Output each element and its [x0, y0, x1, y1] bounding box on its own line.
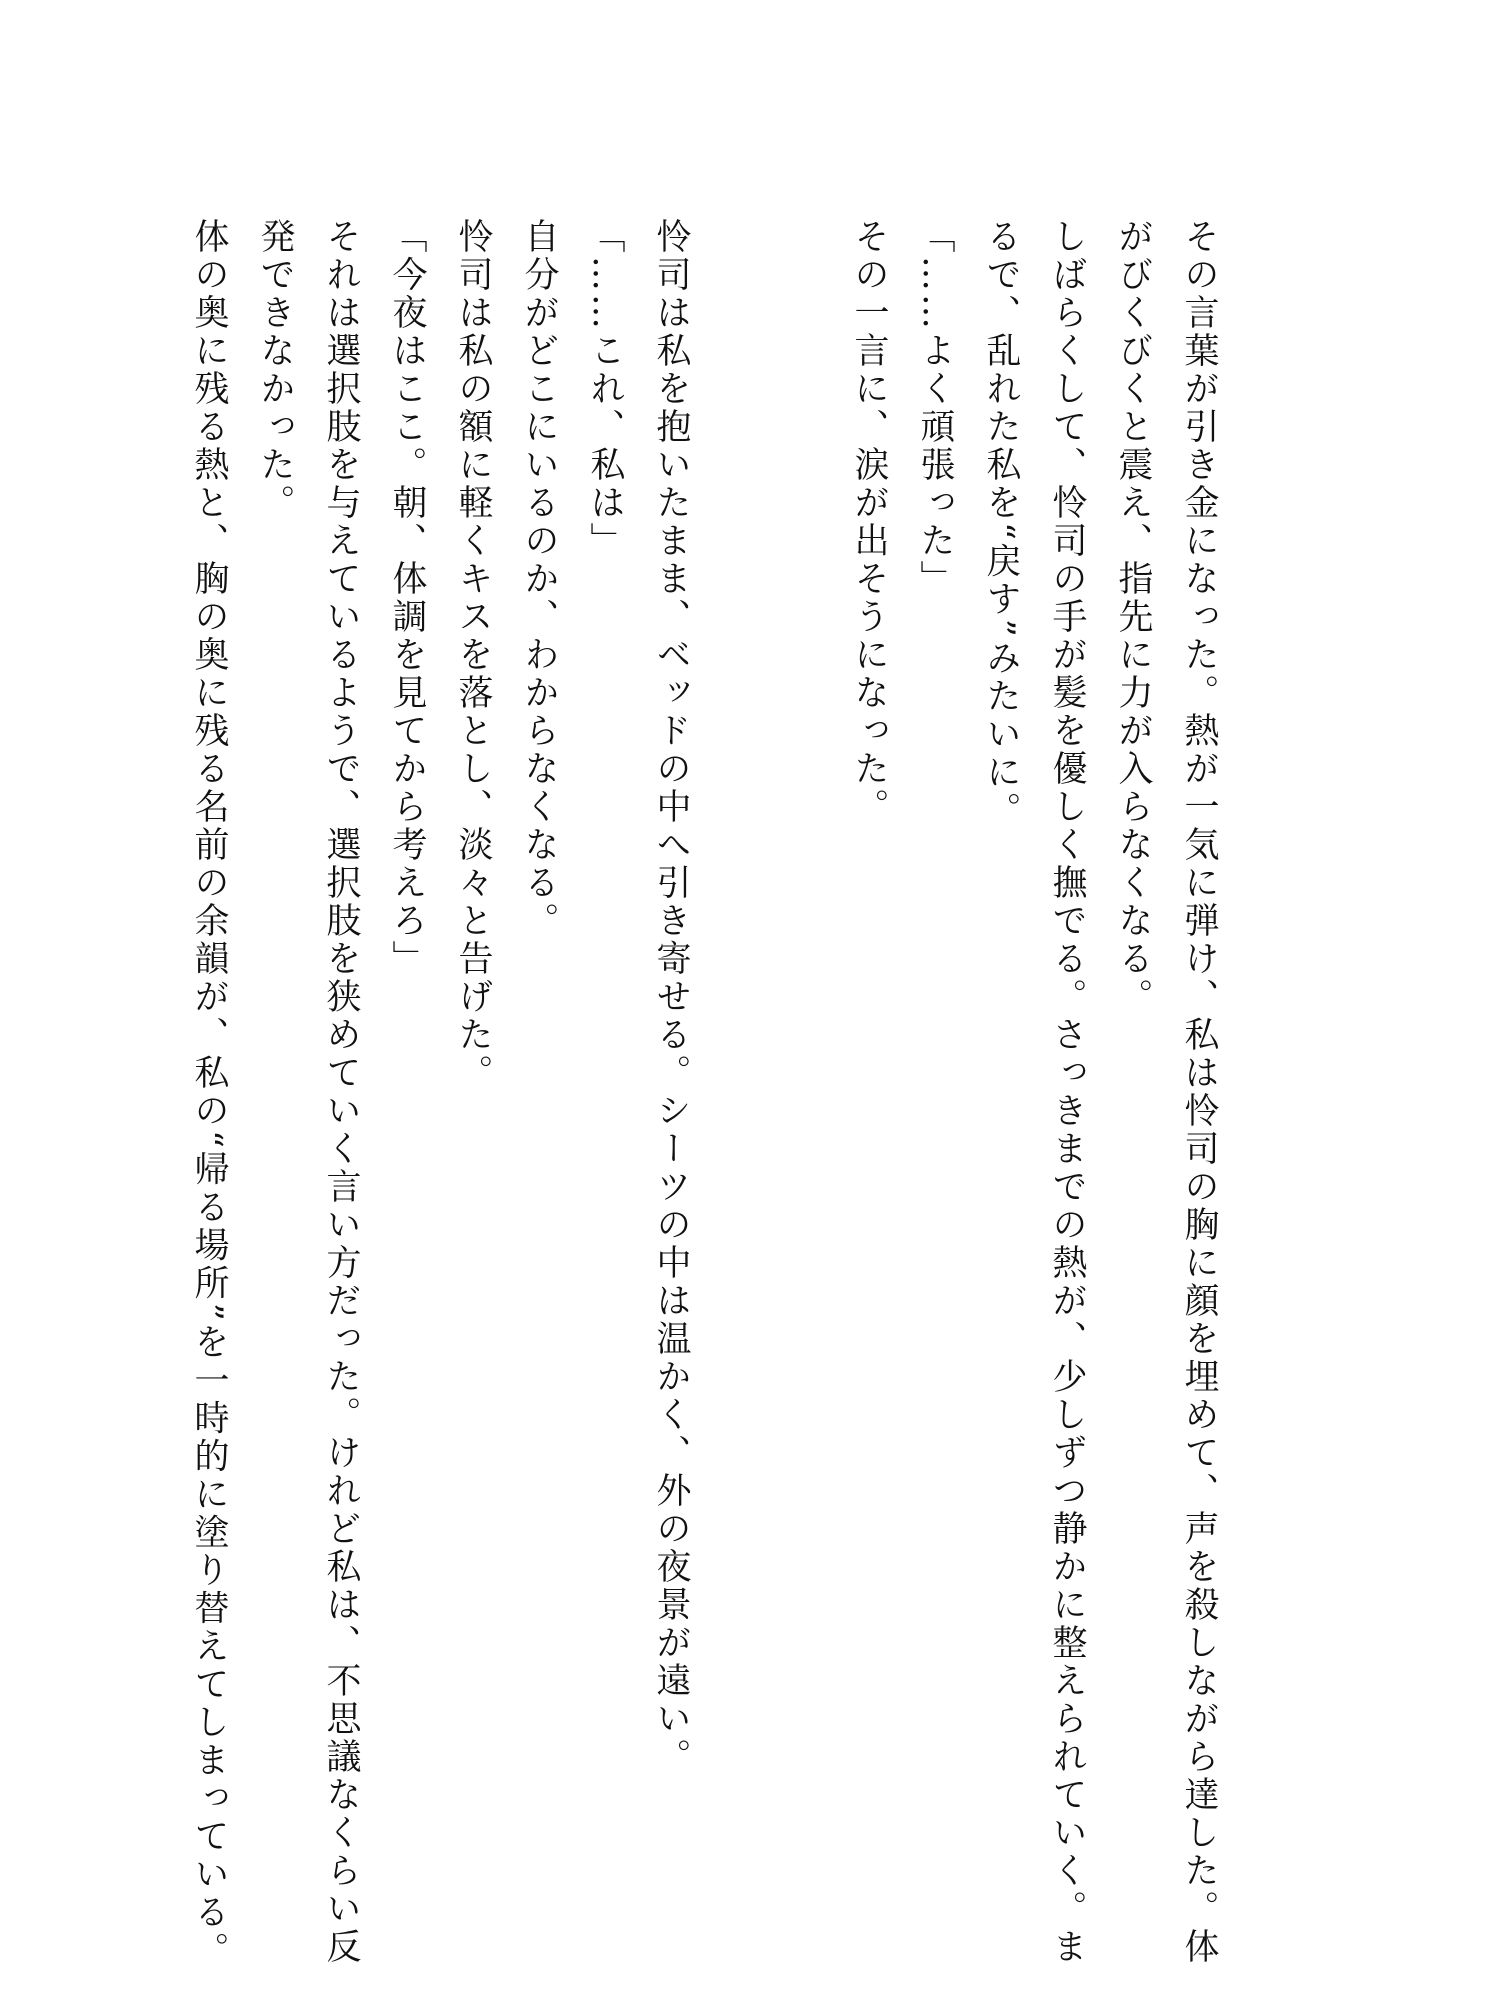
text-line: 「……これ、私は」 [585, 218, 625, 560]
text-line: 「……よく頑張った」 [915, 218, 955, 598]
blank-line [704, 218, 770, 1838]
text-line: しばらくして、怜司の手が髪を優しく撫でる。さっきまでの熱が、少しずつ静かに整えられていく。ま [1047, 218, 1087, 1966]
text-line: 自分がどこにいるのか、わからなくなる。 [519, 218, 559, 940]
text-line: その言葉が引き金になった。熱が一気に弾け、私は怜司の胸に顔を埋めて、声を殺しながら達した。体 [1179, 218, 1219, 1966]
text-line: 発できなかった。 [255, 218, 295, 522]
text-line: その一言に、涙が出そうになった。 [849, 218, 889, 826]
text-line: 「今夜はここ。朝、体調を見てから考えろ」 [387, 218, 427, 978]
blank-line [770, 218, 836, 1838]
text-line: がびくびくと震え、指先に力が入らなくなる。 [1113, 218, 1153, 1016]
vertical-text-body [176, 218, 1232, 1970]
text-line: 怜司は私を抱いたまま、ベッドの中へ引き寄せる。シーツの中は温かく、外の夜景が遠い。 [651, 218, 691, 1776]
text-line: 怜司は私の額に軽くキスを落とし、淡々と告げた。 [453, 218, 493, 1092]
text-line: るで、乱れた私を“戻す”みたいに。 [981, 218, 1021, 830]
text-line: 体の奥に残る熱と、胸の奥に残る名前の余韻が、私の“帰る場所”を一時的に塗り替えてしまっている。 [189, 218, 229, 1970]
text-line: それは選択肢を与えているようで、選択肢を狭めていく言い方だった。けれど私は、不思議なくらい反 [321, 218, 361, 1966]
